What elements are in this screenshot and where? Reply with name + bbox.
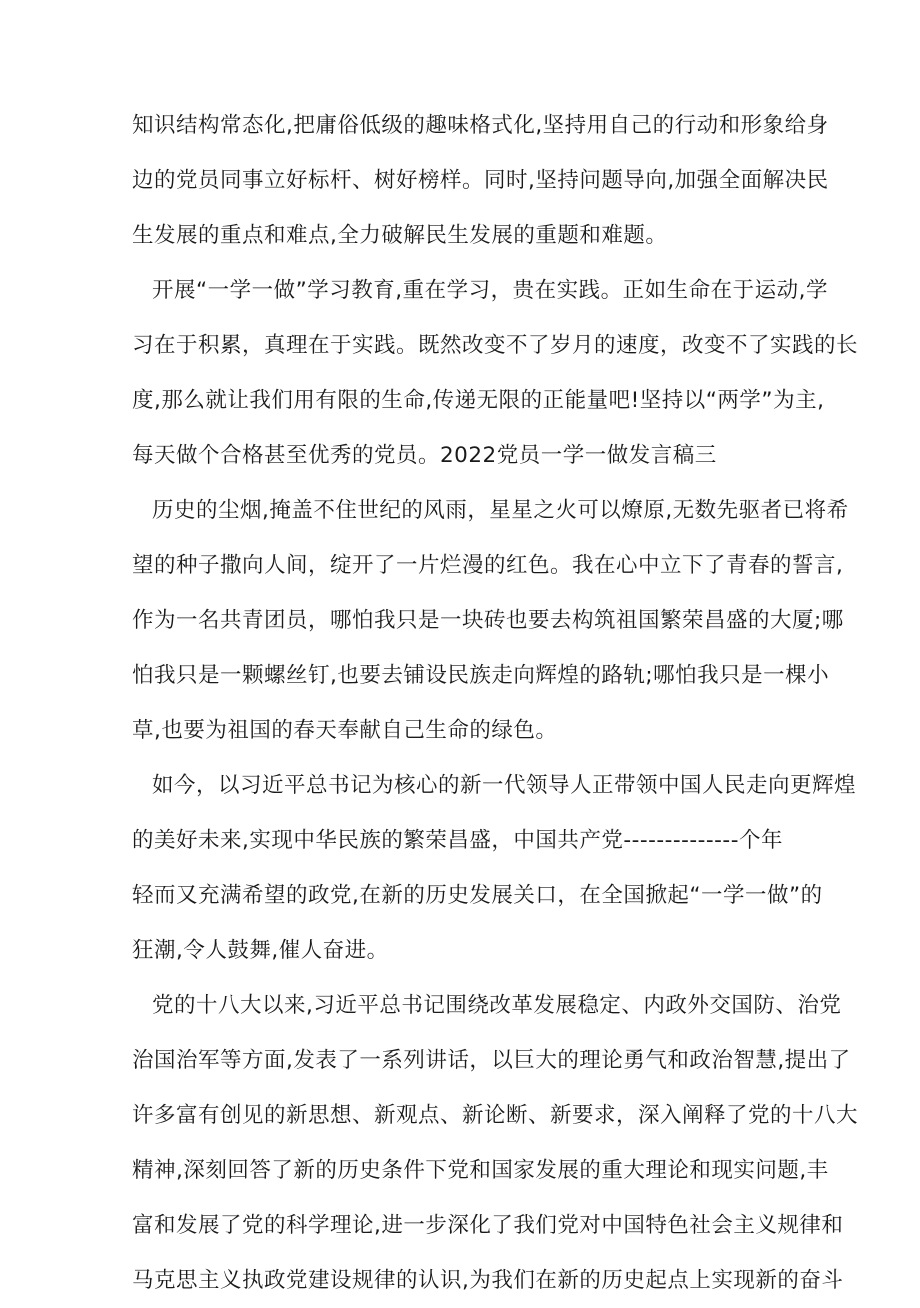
text-line: 历史的尘烟,掩盖不住世纪的风雨，星星之火可以燎原,无数先驱者已将希 (152, 498, 849, 523)
text-line: 边的党员同事立好标杆、树好榜样。同时,坚持问题导向,加强全面解决民 (132, 168, 829, 193)
paragraph-3 (132, 483, 849, 758)
document-body (132, 98, 859, 1308)
text-line: 开展“一学一做”学习教育,重在学习，贵在实践。正如生命在于运动,学 (152, 278, 828, 303)
paragraph-2 (132, 263, 859, 483)
text-line: 精神,深刻回答了新的历史条件下党和国家发展的重大理论和现实问题,丰 (132, 1158, 829, 1183)
text-line: 生发展的重点和难点,全力破解民生发展的重题和难题。 (132, 223, 668, 248)
text-line: 作为一名共青团员，哪怕我只是一块砖也要去构筑祖国繁荣昌盛的大厦;哪 (132, 608, 844, 633)
text-line: 草,也要为祖国的春天奉献自己生命的绿色。 (132, 718, 558, 743)
text-line: 每天做个合格甚至优秀的党员。2022党员一学一做发言稿三 (132, 443, 717, 468)
paragraph-5 (132, 978, 859, 1308)
text-line: 许多富有创见的新思想、新观点、新论断、新要求，深入阐释了党的十八大 (132, 1103, 859, 1128)
paragraph-4 (132, 758, 857, 978)
text-line: 狂潮,令人鼓舞,催人奋进。 (132, 938, 389, 963)
text-line: 知识结构常态化,把庸俗低级的趣味格式化,坚持用自己的行动和形象给身 (132, 113, 829, 138)
text-line: 如今，以习近平总书记为核心的新一代领导人正带领中国人民走向更辉煌 (152, 773, 857, 798)
text-line: 党的十八大以来,习近平总书记围绕改革发展稳定、内政外交国防、治党 (152, 993, 842, 1018)
text-line: 习在于积累，真理在于实践。既然改变不了岁月的速度，改变不了实践的长 (132, 333, 859, 358)
text-line: 度,那么就让我们用有限的生命,传递无限的正能量吧!坚持以“两学”为主, (132, 388, 825, 413)
text-line: 轻而又充满希望的政党,在新的历史发展关口，在全国掀起“一学一做”的 (132, 883, 823, 908)
text-line: 富和发展了党的科学理论,进一步深化了我们党对中国特色社会主义规律和 (132, 1213, 844, 1238)
paragraph-1 (132, 98, 829, 263)
text-line: 马克思主义执政党建设规律的认识,为我们在新的历史起点上实现新的奋斗 (132, 1268, 844, 1293)
text-line: 治国治军等方面,发表了一系列讲话，以巨大的理论勇气和政治智慧,提出了 (132, 1048, 851, 1073)
text-line: 怕我只是一颗螺丝钉,也要去铺设民族走向辉煌的路轨;哪怕我只是一棵小 (132, 663, 830, 688)
text-line: 望的种子撒向人间，绽开了一片烂漫的红色。我在心中立下了青春的誓言, (132, 553, 844, 578)
text-line: 的美好未来,实现中华民族的繁荣昌盛，中国共产党--------------个年 (132, 828, 783, 853)
